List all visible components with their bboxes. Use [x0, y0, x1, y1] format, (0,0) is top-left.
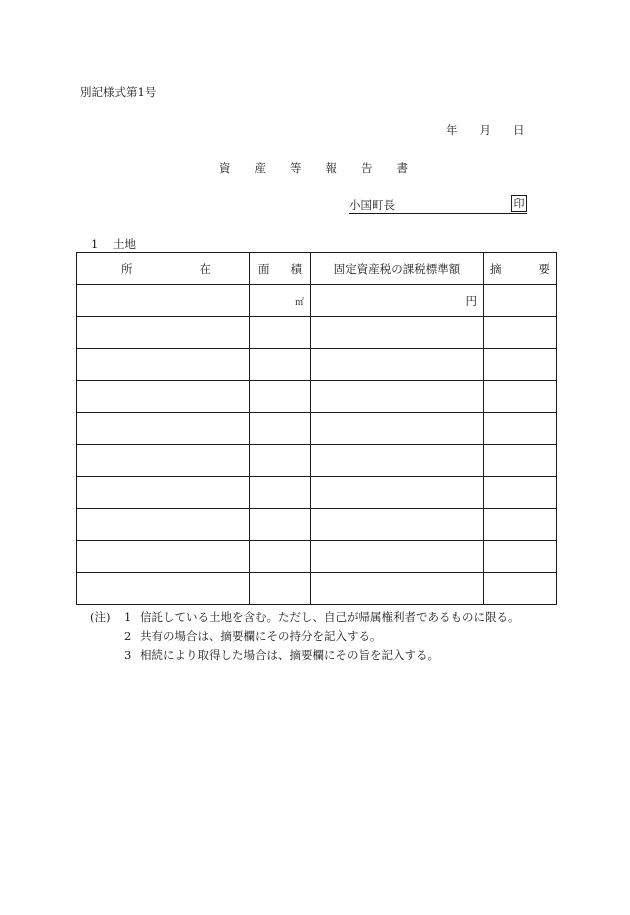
note-item: (注) 1 信託している土地を含む。ただし、自己が帰属権利者であるものに限る。 — [90, 608, 520, 627]
cell-area[interactable] — [250, 573, 311, 605]
header-area: 面 積 — [250, 253, 311, 285]
notes-label: (注) — [90, 610, 111, 624]
cell-location[interactable] — [77, 509, 250, 541]
cell-area[interactable] — [250, 445, 311, 477]
cell-tax-base[interactable] — [311, 573, 484, 605]
header-remarks: 摘 要 — [484, 253, 557, 285]
cell-remarks[interactable] — [484, 509, 557, 541]
cell-remarks[interactable] — [484, 285, 557, 317]
table-row — [77, 509, 557, 541]
cell-tax-base[interactable] — [311, 477, 484, 509]
form-number: 別記様式第1号 — [80, 85, 157, 99]
cell-location[interactable] — [77, 445, 250, 477]
table-row — [77, 541, 557, 573]
cell-location[interactable] — [77, 317, 250, 349]
cell-location[interactable] — [77, 477, 250, 509]
table-row — [77, 285, 557, 317]
date-month-label: 月 — [479, 123, 491, 137]
table-row — [77, 477, 557, 509]
section-number: 1 — [91, 237, 99, 251]
addressee-name: 小国町長 — [349, 198, 395, 212]
date-day-label: 日 — [513, 123, 525, 137]
document-title: 資産等報告書 — [219, 161, 432, 175]
table-row — [77, 349, 557, 381]
cell-location[interactable] — [77, 381, 250, 413]
cell-tax-base[interactable] — [311, 413, 484, 445]
date-year-label: 年 — [446, 123, 458, 137]
cell-remarks[interactable] — [484, 573, 557, 605]
note-text: 共有の場合は、摘要欄にその持分を記入する。 — [140, 629, 382, 643]
cell-location[interactable] — [77, 573, 250, 605]
cell-remarks[interactable] — [484, 477, 557, 509]
cell-location[interactable] — [77, 285, 250, 317]
note-text: 信託している土地を含む。ただし、自己が帰属権利者であるものに限る。 — [140, 610, 520, 624]
table-row — [77, 573, 557, 605]
cell-area[interactable] — [250, 509, 311, 541]
note-item: 3 相続により取得した場合は、摘要欄にその旨を記入する。 — [90, 646, 520, 665]
header-tax-base: 固定資産税の課税標準額 — [311, 253, 484, 285]
cell-location[interactable] — [77, 349, 250, 381]
cell-location[interactable] — [77, 541, 250, 573]
cell-remarks[interactable] — [484, 541, 557, 573]
cell-remarks[interactable] — [484, 349, 557, 381]
table-row — [77, 317, 557, 349]
cell-area[interactable] — [250, 413, 311, 445]
cell-area[interactable] — [250, 477, 311, 509]
area-unit: ㎡ — [294, 297, 304, 308]
table-row — [77, 381, 557, 413]
cell-area[interactable] — [250, 541, 311, 573]
seal-mark: 印 — [511, 195, 527, 212]
cell-remarks[interactable] — [484, 381, 557, 413]
land-table — [76, 252, 557, 605]
section-heading — [91, 236, 136, 252]
cell-tax-base[interactable] — [311, 509, 484, 541]
notes — [90, 608, 520, 665]
cell-tax-base[interactable] — [311, 541, 484, 573]
cell-remarks[interactable] — [484, 445, 557, 477]
section-label: 土地 — [113, 237, 136, 251]
table-row — [77, 445, 557, 477]
note-text: 相続により取得した場合は、摘要欄にその旨を記入する。 — [140, 648, 439, 662]
cell-remarks[interactable] — [484, 317, 557, 349]
table-header-row — [77, 253, 557, 285]
note-item: 2 共有の場合は、摘要欄にその持分を記入する。 — [90, 627, 520, 646]
cell-area[interactable] — [250, 349, 311, 381]
cell-tax-base[interactable] — [311, 381, 484, 413]
cell-remarks[interactable] — [484, 413, 557, 445]
cell-area[interactable] — [250, 317, 311, 349]
header-location: 所 在 — [77, 253, 250, 285]
cell-tax-base[interactable] — [311, 445, 484, 477]
date-line — [446, 122, 525, 138]
cell-area[interactable] — [250, 381, 311, 413]
cell-area[interactable] — [250, 285, 311, 317]
cell-tax-base[interactable] — [311, 349, 484, 381]
cell-location[interactable] — [77, 413, 250, 445]
yen-unit: 円 — [465, 293, 477, 308]
cell-tax-base[interactable] — [311, 285, 484, 317]
cell-tax-base[interactable] — [311, 317, 484, 349]
addressee-line — [349, 197, 527, 214]
table-row — [77, 413, 557, 445]
